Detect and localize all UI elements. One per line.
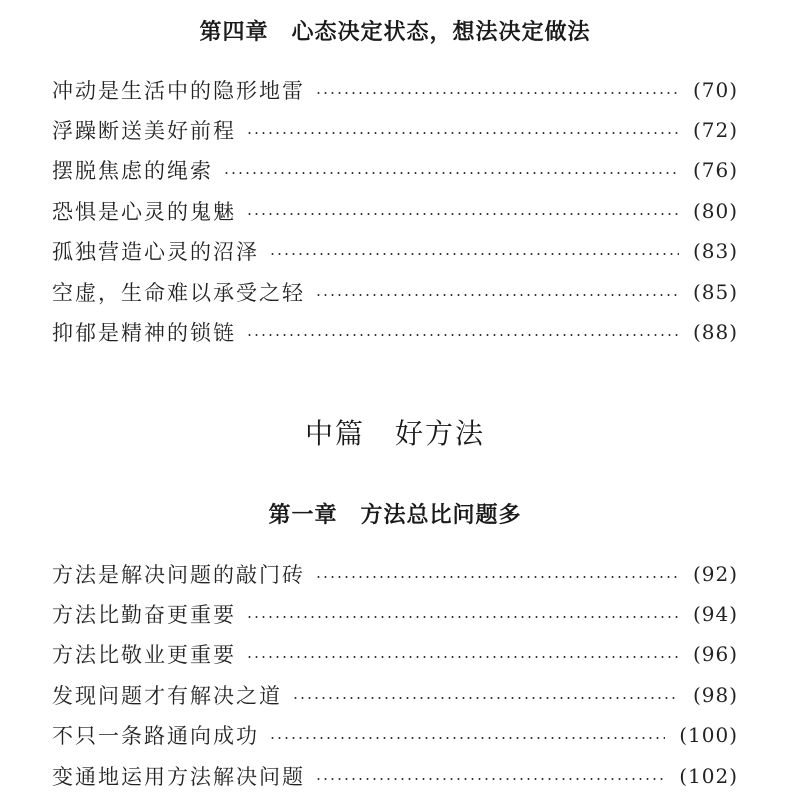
toc-entry[interactable]	[52, 114, 738, 146]
toc-entry-page: (80)	[692, 199, 738, 223]
toc-entry-page: (88)	[692, 320, 738, 344]
toc-entry[interactable]	[52, 719, 738, 751]
toc-entry[interactable]	[52, 598, 738, 630]
toc-entry-title: 抑郁是精神的锁链	[52, 321, 236, 345]
toc-entry-title: 浮躁断送美好前程	[52, 119, 236, 143]
toc-entry-page: (72)	[692, 118, 738, 142]
toc-entry-title: 不只一条路通向成功	[52, 724, 259, 748]
toc-entry[interactable]	[52, 638, 738, 670]
toc-entry-title: 方法比勤奋更重要	[52, 603, 236, 627]
dot-leader	[292, 697, 679, 699]
toc-entry[interactable]	[52, 679, 738, 711]
toc-entry-page: (100)	[679, 723, 738, 747]
toc-entry-title: 摆脱焦虑的绳索	[52, 159, 213, 183]
toc-entry[interactable]	[52, 195, 738, 227]
toc-entry-page: (83)	[692, 239, 738, 263]
part-title: 中篇 好方法	[304, 417, 485, 450]
toc-entry[interactable]	[52, 316, 738, 348]
toc-entry-title: 孤独营造心灵的沼泽	[52, 240, 259, 264]
chapter-4-title: 第四章 心态决定状态，想法决定做法	[199, 20, 591, 45]
toc-entry-page: (76)	[692, 158, 738, 182]
dot-leader	[246, 213, 679, 215]
dot-leader	[246, 616, 679, 618]
toc-entry[interactable]	[52, 558, 738, 590]
dot-leader	[315, 778, 665, 780]
dot-leader	[246, 132, 679, 134]
toc-entry-page: (70)	[692, 78, 738, 102]
dot-leader	[223, 172, 679, 174]
toc-entry[interactable]	[52, 74, 738, 106]
toc-entry-page: (96)	[692, 642, 738, 666]
toc-entry-title: 冲动是生活中的隐形地雷	[52, 79, 305, 103]
chapter-1-title: 第一章 方法总比问题多	[268, 503, 522, 528]
toc-entry[interactable]	[52, 760, 738, 792]
toc-entry-page: (92)	[692, 562, 738, 586]
dot-leader	[315, 576, 679, 578]
toc-entry[interactable]	[52, 154, 738, 186]
toc-entry-title: 空虚，生命难以承受之轻	[52, 281, 305, 305]
toc-entry[interactable]	[52, 276, 738, 308]
toc-entry-title: 变通地运用方法解决问题	[52, 765, 305, 789]
dot-leader	[246, 656, 679, 658]
dot-leader	[269, 737, 665, 739]
toc-entry-page: (98)	[692, 683, 738, 707]
toc-entry-page: (102)	[679, 764, 738, 788]
dot-leader	[269, 253, 679, 255]
toc-entry-page: (94)	[692, 602, 738, 626]
toc-entry-title: 发现问题才有解决之道	[52, 684, 282, 708]
dot-leader	[315, 294, 679, 296]
toc-entry-title: 方法是解决问题的敲门砖	[52, 563, 305, 587]
toc-entry-title: 恐惧是心灵的鬼魅	[52, 200, 236, 224]
dot-leader	[315, 92, 679, 94]
toc-entry-page: (85)	[692, 280, 738, 304]
toc-entry[interactable]	[52, 235, 738, 267]
dot-leader	[246, 334, 679, 336]
toc-entry-title: 方法比敬业更重要	[52, 643, 236, 667]
